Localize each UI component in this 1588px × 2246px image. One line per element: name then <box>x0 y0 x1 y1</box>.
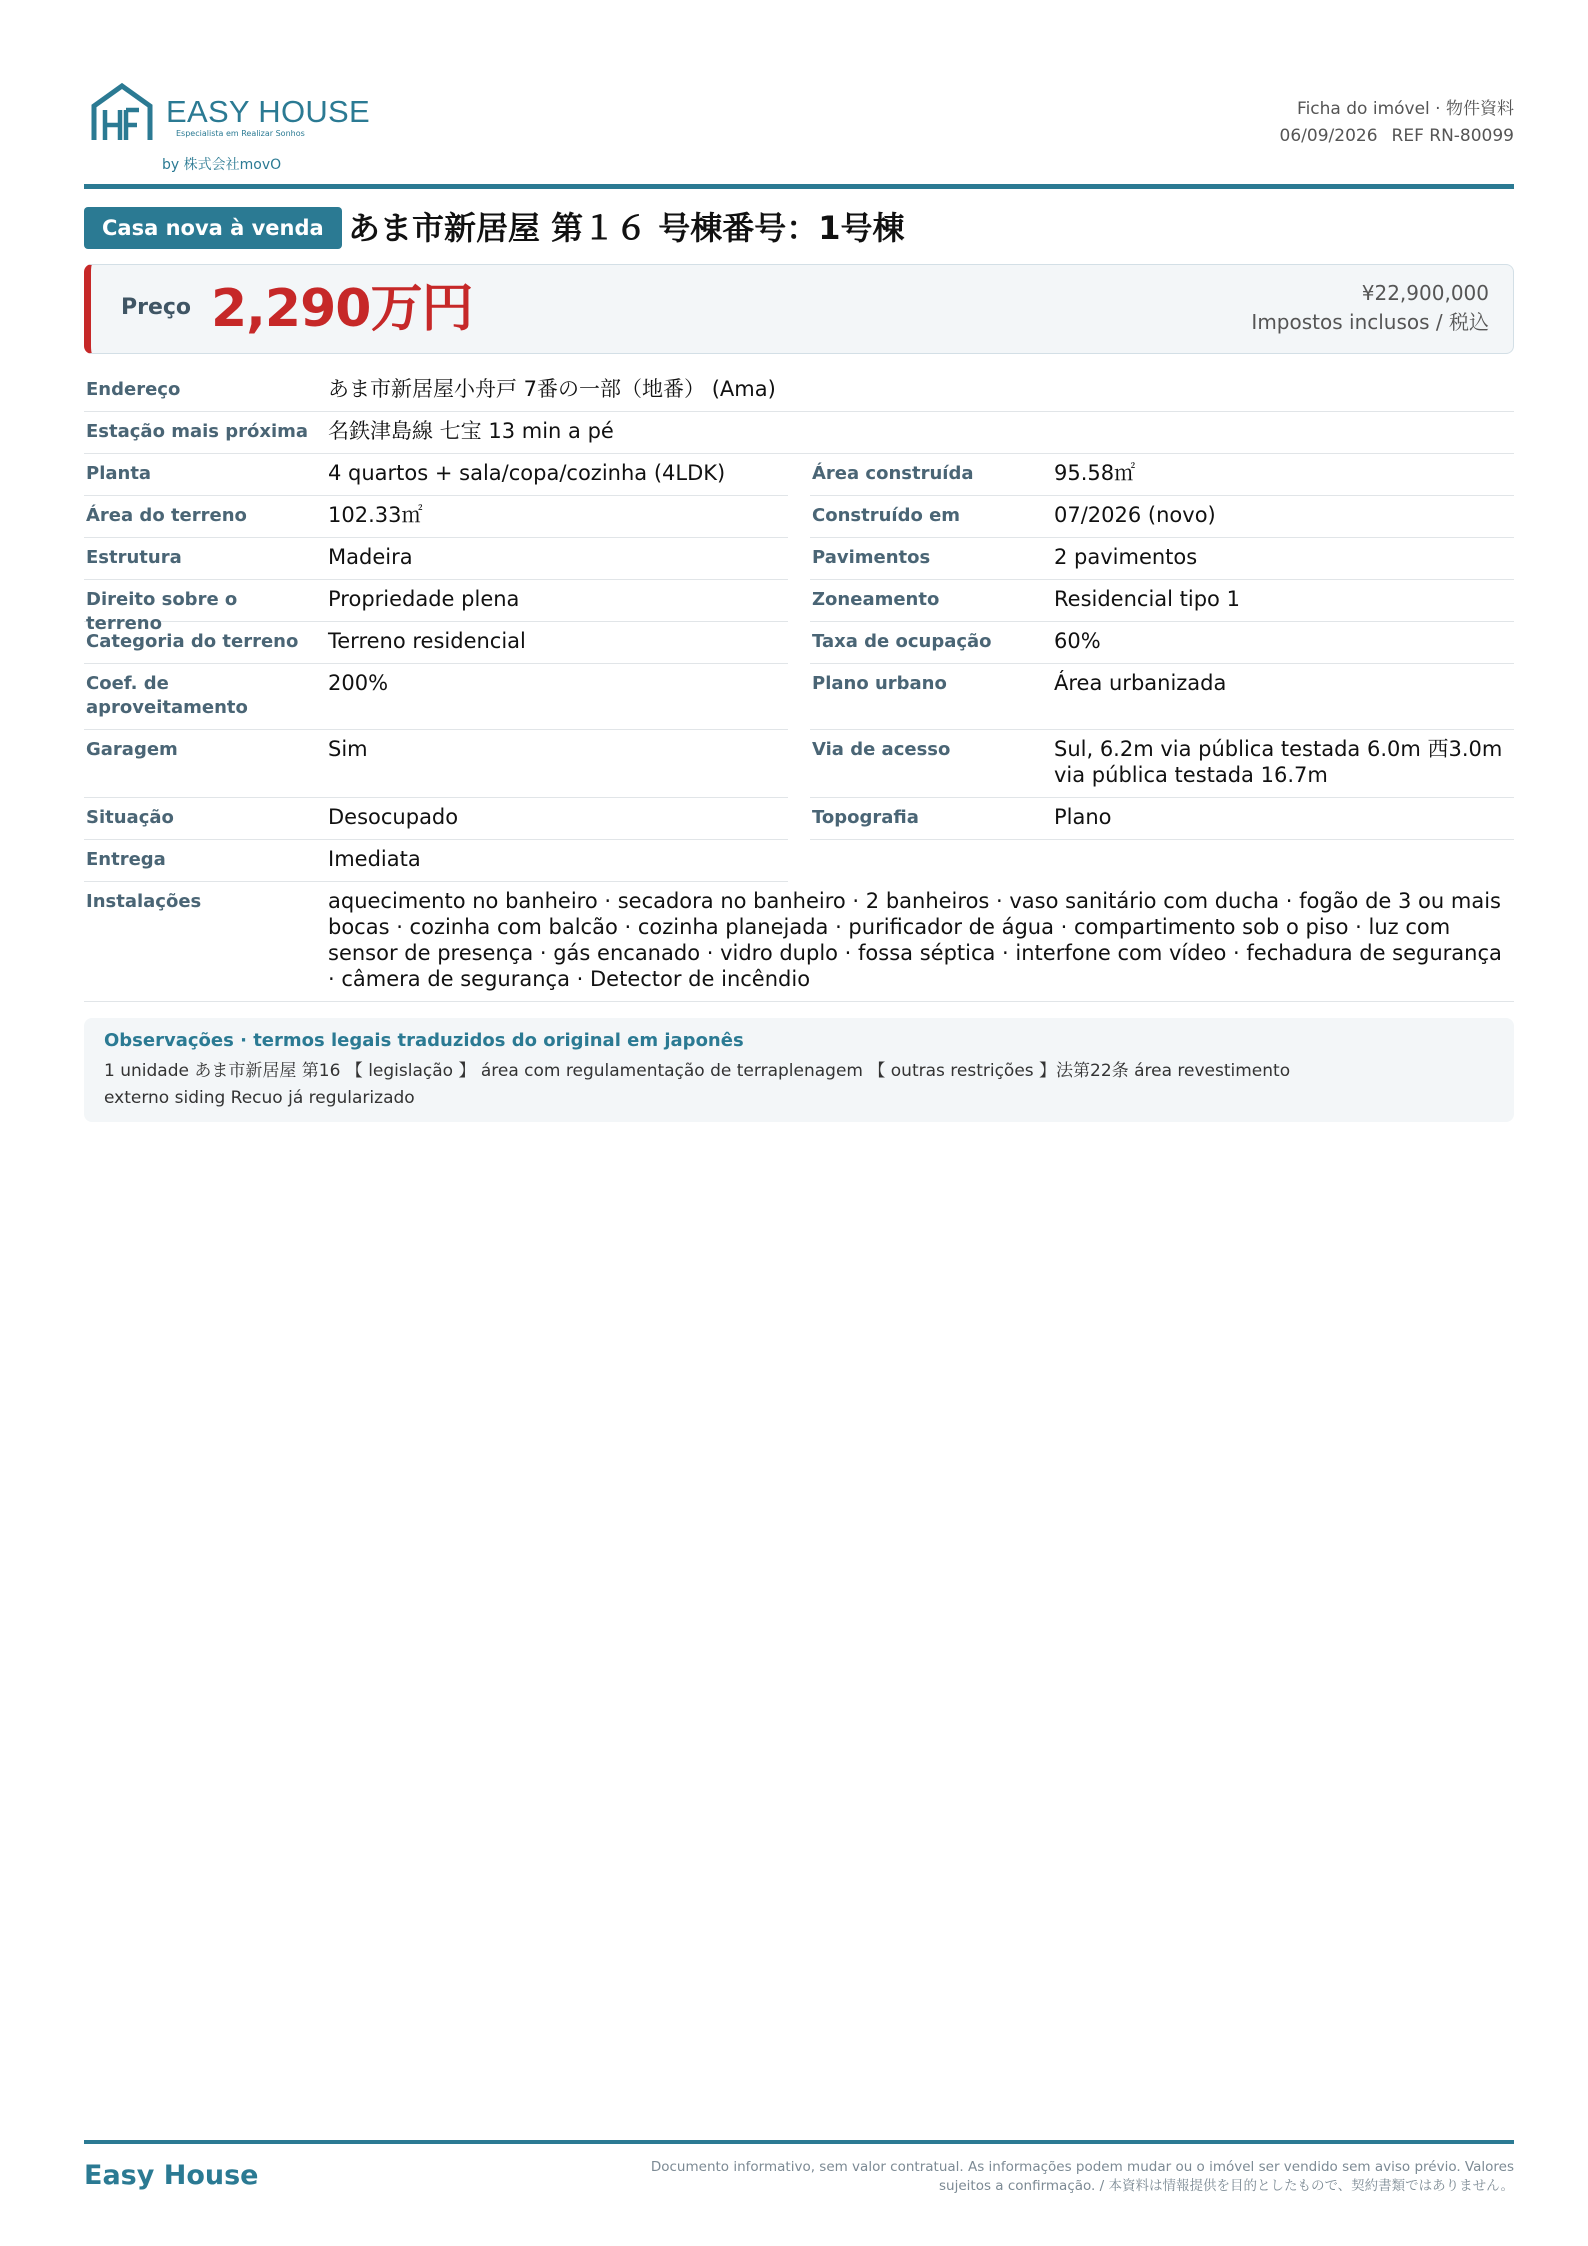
spec-cell-far <box>84 664 788 730</box>
price-box <box>84 264 1514 354</box>
property-specs-table <box>84 370 1514 1002</box>
spec-label: Estrutura <box>86 547 182 568</box>
spec-value: 4 quartos + sala/copa/cozinha (4LDK) <box>328 461 726 485</box>
spec-label: Construído em <box>812 505 961 526</box>
listing-title-row <box>84 207 1514 251</box>
spec-row-delivery <box>84 840 1514 882</box>
spec-value: aquecimento no banheiro · secadora no banheiro · 2 banheiros · vaso sanitário com ducha · fogão de 3 ou mais bocas · cozinha com balcão · cozinha planejada · purificador de água · compartimento sob o piso · luz com sensor de presença · gás encanado · vidro duplo · fossa séptica · interfone com vídeo · fechadura de segurança · câmera de segurança · Detector de incêndio <box>328 889 1502 991</box>
spec-cell-urban-plan <box>810 664 1514 730</box>
spec-value: 95.58㎡ <box>1054 461 1136 485</box>
document-header <box>84 78 1514 182</box>
spec-row-pair <box>84 664 1514 730</box>
spec-value: 200% <box>328 671 389 695</box>
spec-cell-delivery <box>84 840 788 882</box>
house-logo-icon <box>90 82 154 144</box>
spec-label: Taxa de ocupação <box>812 631 992 652</box>
spec-value: Residencial tipo 1 <box>1054 587 1240 611</box>
spec-label: Plano urbano <box>812 673 947 694</box>
spec-row-pair <box>84 730 1514 798</box>
spec-label: Endereço <box>86 379 181 400</box>
spec-cell-built-in <box>810 496 1514 538</box>
spec-row-pair <box>84 580 1514 634</box>
spec-row-pair <box>84 538 1514 580</box>
spec-label: Entrega <box>86 849 166 870</box>
spec-value: 07/2026 (novo) <box>1054 503 1216 527</box>
footer-divider <box>84 2140 1514 2144</box>
spec-value: Desocupado <box>328 805 459 829</box>
price-label: Preço <box>121 295 192 320</box>
spec-label: Planta <box>86 463 152 484</box>
document-meta <box>1280 96 1514 150</box>
spec-label: Categoria do terreno <box>86 631 299 652</box>
footer-disclaimer: Documento informativo, sem valor contratual. As informações podem mudar ou o imóvel ser vendido sem aviso prévio. Valores sujeitos a confirmação. / 本資料は情報提供を目的としたもので、契約書類ではありません。 <box>650 2159 1514 2194</box>
notes-body: 1 unidade あま市新居屋 第16 【 legislação 】 área com regulamentação de terraplenagem 【 outras restrições 】法第22条 área revestimento externo siding Recuo já regularizado <box>104 1061 1291 1108</box>
spec-label: Instalações <box>86 891 202 912</box>
spec-cell-zoning <box>810 580 1514 622</box>
spec-label: Coef. de aproveitamento <box>86 673 248 718</box>
spec-label: Via de acesso <box>812 739 951 760</box>
spec-label: Garagem <box>86 739 178 760</box>
price-value: 2,290万円 <box>211 279 473 339</box>
spec-value: あま市新居屋小舟戸 7番の一部（地番） (Ama) <box>328 377 776 401</box>
spec-row-pair <box>84 798 1514 840</box>
spec-label: Direito sobre o terreno <box>86 589 238 634</box>
spec-cell-status <box>84 798 788 840</box>
footer-brand: Easy House <box>84 2160 259 2191</box>
spec-row-facilities <box>84 882 1514 1002</box>
spec-value: Sim <box>328 737 368 761</box>
spec-row-pair <box>84 496 1514 538</box>
header-divider <box>84 184 1514 189</box>
spec-value: 名鉄津島線 七宝 13 min a pé <box>328 419 614 443</box>
company-name: by 株式会社movO <box>162 157 282 173</box>
spec-label: Área do terreno <box>86 505 247 526</box>
document-date: 06/09/2026 <box>1279 126 1378 146</box>
spec-cell-garage <box>84 730 788 798</box>
spec-value: 102.33㎡ <box>328 503 423 527</box>
spec-label: Estação mais próxima <box>86 421 309 442</box>
price-details <box>1251 279 1489 337</box>
spec-cell-land-rights <box>84 580 788 634</box>
listing-title: あま市新居屋 第１６ 号棟番号：1号棟 <box>348 209 905 247</box>
spec-value: Terreno residencial <box>328 629 526 653</box>
price-yen: ¥22,900,000 <box>1361 281 1489 305</box>
easy-house-logo <box>90 82 390 172</box>
price-tax-note: Impostos inclusos / 税込 <box>1251 310 1489 334</box>
spec-value: Sul, 6.2m via pública testada 6.0m 西3.0m via pública testada 16.7m <box>1054 737 1503 787</box>
spec-cell-floors <box>810 538 1514 580</box>
spec-row-address <box>84 370 1514 412</box>
spec-value: Imediata <box>328 847 421 871</box>
notes-title: Observações · termos legais traduzidos do original em japonês <box>104 1030 744 1051</box>
spec-cell-coverage <box>810 622 1514 664</box>
spec-cell-topography <box>810 798 1514 840</box>
document-date-ref <box>1280 123 1514 150</box>
spec-row-pair <box>84 622 1514 664</box>
notes-box <box>84 1018 1514 1122</box>
spec-value: Propriedade plena <box>328 587 520 611</box>
listing-type-badge: Casa nova à venda <box>84 207 342 249</box>
spec-label: Pavimentos <box>812 547 931 568</box>
spec-cell-plan <box>84 454 788 496</box>
spec-value: Madeira <box>328 545 413 569</box>
spec-row-station <box>84 412 1514 454</box>
spec-label: Área construída <box>812 463 974 484</box>
spec-value: 2 pavimentos <box>1054 545 1198 569</box>
document-type: Ficha do imóvel · 物件資料 <box>1297 99 1514 119</box>
spec-value: Área urbanizada <box>1054 671 1227 695</box>
spec-cell-land-category <box>84 622 788 664</box>
spec-cell-access <box>810 730 1514 798</box>
spec-row-pair <box>84 454 1514 496</box>
spec-value: 60% <box>1054 629 1101 653</box>
brand-tagline: Especialista em Realizar Sonhos <box>176 129 305 138</box>
spec-cell-structure <box>84 538 788 580</box>
spec-cell-built-area <box>810 454 1514 496</box>
spec-label: Zoneamento <box>812 589 940 610</box>
document-ref: REF RN-80099 <box>1391 126 1514 146</box>
brand-name: EASY HOUSE <box>166 94 371 129</box>
spec-cell-land-area <box>84 496 788 538</box>
spec-value: Plano <box>1054 805 1112 829</box>
spec-label: Situação <box>86 807 174 828</box>
spec-label: Topografia <box>812 807 919 828</box>
